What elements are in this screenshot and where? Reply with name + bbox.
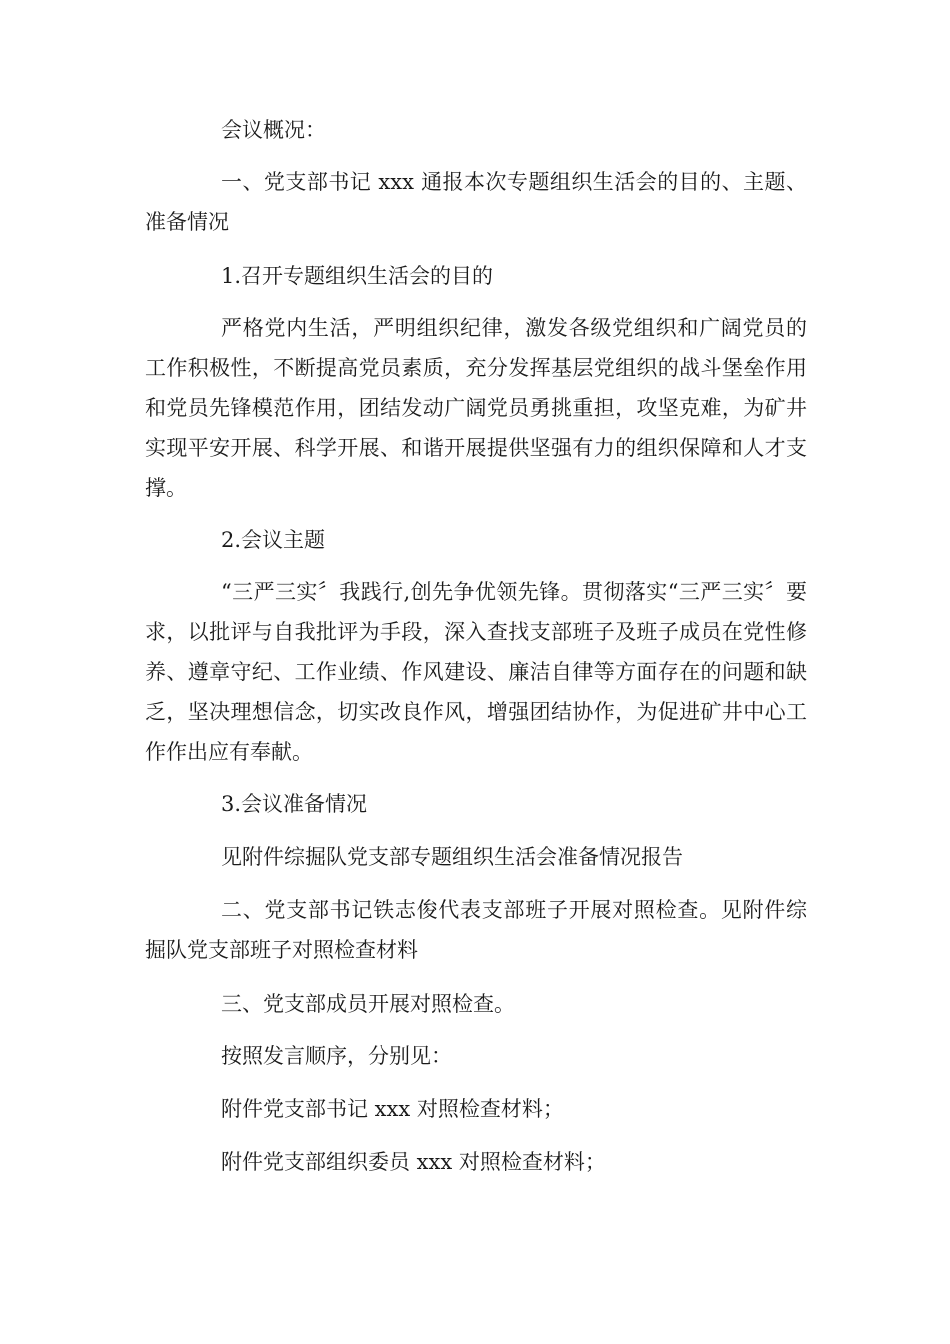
subheading-theme: 2.会议主题 bbox=[221, 528, 326, 552]
purpose-paragraph: 严格党内生活，严明组织纪律，激发各级党组织和广阔党员的工作积极性，不断提高党员素质，充分发挥基层党组织的战斗堡垒作用和党员先锋模范作用，团结发动广阔党员勇挑重担，攻坚克难，为矿井实现平安开展、科学开展、和谐开展提供坚强有力的组织保障和人才支撑。 bbox=[145, 316, 807, 500]
item-one-heading: 一、党支部书记 xxx 通报本次专题组织生活会的目的、主题、准备情况 bbox=[145, 170, 807, 234]
item-three-heading: 三、党支部成员开展对照检查。 bbox=[221, 992, 515, 1016]
item-two-paragraph: 二、党支部书记铁志俊代表支部班子开展对照检查。见附件综掘队党支部班子对照检查材料 bbox=[145, 898, 807, 962]
speaking-order-line: 按照发言顺序，分别见： bbox=[221, 1044, 452, 1068]
section-title-overview: 会议概况： bbox=[221, 118, 326, 142]
attachment-organization-member: 附件党支部组织委员 xxx 对照检查材料； bbox=[221, 1150, 606, 1174]
theme-paragraph: “三严三实〞我践行,创先争优领先锋。贯彻落实“三严三实〞要求，以批评与自我批评为手段，深入查找支部班子及班子成员在党性修养、遵章守纪、工作业绩、作风建设、廉洁自律等方面存在的问题和缺乏，坚决理想信念，切实改良作风，增强团结协作，为促进矿井中心工作作出应有奉献。 bbox=[145, 580, 807, 764]
subheading-purpose: 1.召开专题组织生活会的目的 bbox=[221, 264, 494, 288]
preparation-paragraph: 见附件综掘队党支部专题组织生活会准备情况报告 bbox=[221, 845, 683, 869]
attachment-secretary: 附件党支部书记 xxx 对照检查材料； bbox=[221, 1097, 564, 1121]
subheading-preparation: 3.会议准备情况 bbox=[221, 792, 368, 816]
